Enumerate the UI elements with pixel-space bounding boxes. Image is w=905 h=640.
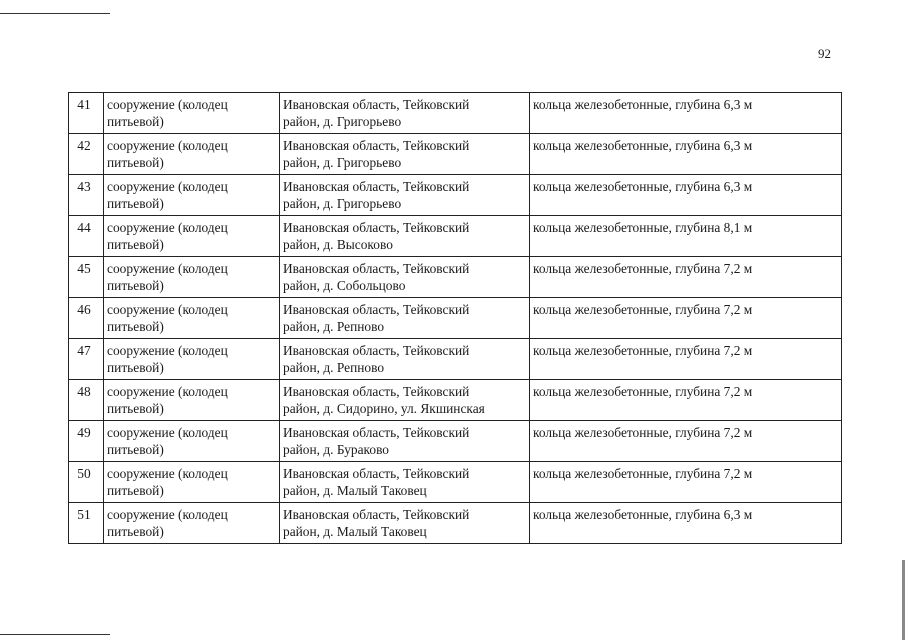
address-cell: [280, 462, 530, 503]
address-line: Ивановская область, Тейковский: [283, 97, 470, 112]
description-cell: кольца железобетонные, глубина 6,3 м: [530, 503, 842, 544]
object-name-cell: [104, 380, 280, 421]
address-line: Ивановская область, Тейковский: [283, 384, 470, 399]
address-cell: [280, 380, 530, 421]
object-name-line: сооружение (колодец: [107, 343, 228, 358]
description-cell: кольца железобетонные, глубина 7,2 м: [530, 257, 842, 298]
address-cell: [280, 298, 530, 339]
object-name-cell: [104, 175, 280, 216]
object-name-line: сооружение (колодец: [107, 384, 228, 399]
object-name-cell: [104, 421, 280, 462]
property-table: [68, 92, 842, 544]
description-cell: кольца железобетонные, глубина 7,2 м: [530, 421, 842, 462]
table-row: [69, 462, 842, 503]
address-line: Ивановская область, Тейковский: [283, 425, 470, 440]
row-number: 46: [69, 298, 104, 339]
row-number: 43: [69, 175, 104, 216]
description-cell: кольца железобетонные, глубина 6,3 м: [530, 175, 842, 216]
bottom-rule: [0, 634, 110, 635]
description-cell: кольца железобетонные, глубина 6,3 м: [530, 134, 842, 175]
address-line: район, д. Собольцово: [283, 278, 406, 293]
row-number: 49: [69, 421, 104, 462]
object-name-line: питьевой): [107, 483, 164, 498]
object-name-line: питьевой): [107, 237, 164, 252]
address-line: Ивановская область, Тейковский: [283, 138, 470, 153]
address-line: Ивановская область, Тейковский: [283, 466, 470, 481]
table-body: [69, 93, 842, 544]
table-row: [69, 134, 842, 175]
address-cell: [280, 93, 530, 134]
object-name-line: питьевой): [107, 196, 164, 211]
object-name-line: сооружение (колодец: [107, 507, 228, 522]
address-line: район, д. Григорьево: [283, 114, 402, 129]
object-name-cell: [104, 134, 280, 175]
object-name-cell: [104, 257, 280, 298]
object-name-line: сооружение (колодец: [107, 466, 228, 481]
address-cell: [280, 134, 530, 175]
row-number: 42: [69, 134, 104, 175]
table-row: [69, 380, 842, 421]
table-row: [69, 93, 842, 134]
address-line: Ивановская область, Тейковский: [283, 343, 470, 358]
object-name-line: сооружение (колодец: [107, 261, 228, 276]
address-line: район, д. Малый Таковец: [283, 483, 427, 498]
address-line: район, д. Репново: [283, 360, 385, 375]
object-name-line: питьевой): [107, 442, 164, 457]
row-number: 45: [69, 257, 104, 298]
address-line: Ивановская область, Тейковский: [283, 179, 470, 194]
table-row: [69, 298, 842, 339]
description-cell: кольца железобетонные, глубина 7,2 м: [530, 380, 842, 421]
row-number: 41: [69, 93, 104, 134]
object-name-line: питьевой): [107, 155, 164, 170]
table-row: [69, 175, 842, 216]
table-row: [69, 421, 842, 462]
address-cell: [280, 216, 530, 257]
description-cell: кольца железобетонные, глубина 7,2 м: [530, 339, 842, 380]
object-name-cell: [104, 462, 280, 503]
row-number: 50: [69, 462, 104, 503]
row-number: 51: [69, 503, 104, 544]
object-name-cell: [104, 339, 280, 380]
object-name-cell: [104, 216, 280, 257]
address-cell: [280, 175, 530, 216]
top-rule: [0, 13, 110, 14]
object-name-line: питьевой): [107, 114, 164, 129]
address-line: район, д. Бураково: [283, 442, 390, 457]
address-cell: [280, 421, 530, 462]
object-name-line: сооружение (колодец: [107, 179, 228, 194]
description-cell: кольца железобетонные, глубина 7,2 м: [530, 462, 842, 503]
object-name-line: сооружение (колодец: [107, 138, 228, 153]
object-name-line: сооружение (колодец: [107, 220, 228, 235]
row-number: 47: [69, 339, 104, 380]
row-number: 48: [69, 380, 104, 421]
address-line: Ивановская область, Тейковский: [283, 220, 470, 235]
address-line: район, д. Григорьево: [283, 155, 402, 170]
address-line: район, д. Григорьево: [283, 196, 402, 211]
object-name-cell: [104, 503, 280, 544]
table-row: [69, 503, 842, 544]
object-name-cell: [104, 93, 280, 134]
address-line: Ивановская область, Тейковский: [283, 261, 470, 276]
table-row: [69, 257, 842, 298]
object-name-line: питьевой): [107, 360, 164, 375]
object-name-line: сооружение (колодец: [107, 425, 228, 440]
description-cell: кольца железобетонные, глубина 7,2 м: [530, 298, 842, 339]
address-line: Ивановская область, Тейковский: [283, 302, 470, 317]
address-cell: [280, 503, 530, 544]
object-name-line: сооружение (колодец: [107, 302, 228, 317]
table-row: [69, 339, 842, 380]
table-row: [69, 216, 842, 257]
object-name-cell: [104, 298, 280, 339]
address-cell: [280, 339, 530, 380]
description-cell: кольца железобетонные, глубина 6,3 м: [530, 93, 842, 134]
object-name-line: питьевой): [107, 401, 164, 416]
address-cell: [280, 257, 530, 298]
description-cell: кольца железобетонные, глубина 8,1 м: [530, 216, 842, 257]
object-name-line: сооружение (колодец: [107, 97, 228, 112]
address-line: район, д. Репново: [283, 319, 385, 334]
address-line: район, д. Сидорино, ул. Якшинская: [283, 401, 485, 416]
address-line: район, д. Высоково: [283, 237, 393, 252]
page-number: 92: [818, 46, 831, 61]
object-name-line: питьевой): [107, 319, 164, 334]
object-name-line: питьевой): [107, 524, 164, 539]
address-line: Ивановская область, Тейковский: [283, 507, 470, 522]
object-name-line: питьевой): [107, 278, 164, 293]
row-number: 44: [69, 216, 104, 257]
address-line: район, д. Малый Таковец: [283, 524, 427, 539]
